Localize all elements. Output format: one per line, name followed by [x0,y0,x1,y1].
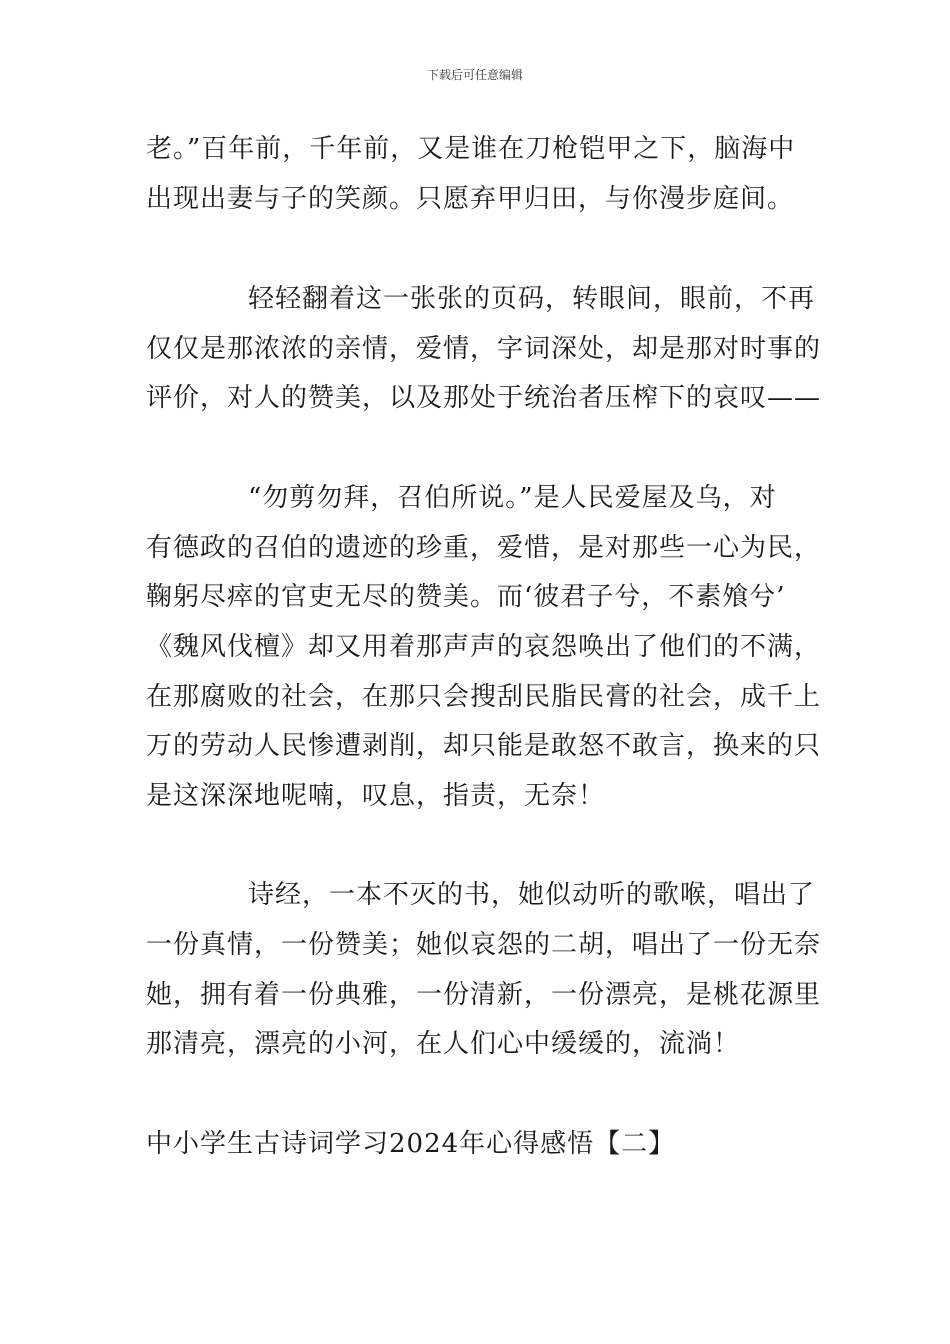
paragraph-3-line-2: 有德政的召伯的遗迹的珍重，爱惜，是对那些一心为民， [146,533,822,563]
paragraph-3-line-6: 万的劳动人民惨遭剥削，却只能是敢怒不敢言，换来的只 [146,731,822,761]
paragraph-3-line-5: 在那腐败的社会，在那只会搜刮民脂民膏的社会，成千上 [146,682,822,712]
section-heading: 中小学生古诗词学习2024年心得感悟【二】 [146,1129,676,1159]
paragraph-1-line-1: 老。”百年前，千年前，又是谁在刀枪铠甲之下，脑海中 [146,134,796,164]
paragraph-4-line-1: 诗经，一本不灭的书，她似动听的歌喉，唱出了 [248,880,816,910]
page-header: 下载后可任意编辑 [426,68,523,82]
paragraph-3-line-1: “勿剪勿拜，召伯所说。”是人民爱屋及乌，对 [248,483,777,513]
paragraph-4-line-2: 一份真情，一份赞美；她似哀怨的二胡，唱出了一份无奈 [146,930,822,960]
paragraph-2-line-1: 轻轻翻着这一张张的页码，转眼间，眼前，不再 [248,284,816,314]
paragraph-2-line-2: 仅仅是那浓浓的亲情，爱情，字词深处，却是那对时事的 [146,334,822,364]
paragraph-3-line-7: 是这深深地呢喃，叹息，指责，无奈！ [146,781,606,811]
paragraph-3-line-4: 《魏风伐檀》却又用着那声声的哀怨唤出了他们的不满， [146,632,822,662]
paragraph-4-line-3: 她，拥有着一份典雅，一份清新，一份漂亮，是桃花源里 [146,980,822,1010]
paragraph-2-line-3: 评价，对人的赞美，以及那处于统治者压榨下的哀叹—— [146,383,822,413]
paragraph-1-line-2: 出现出妻与子的笑颜。只愿弃甲归田，与你漫步庭间。 [146,184,795,214]
paragraph-4-line-4: 那清亮，漂亮的小河，在人们心中缓缓的，流淌！ [146,1029,741,1059]
paragraph-3-line-3: 鞠躬尽瘁的官吏无尽的赞美。而‘彼君子兮，不素飧兮’ [146,582,786,612]
